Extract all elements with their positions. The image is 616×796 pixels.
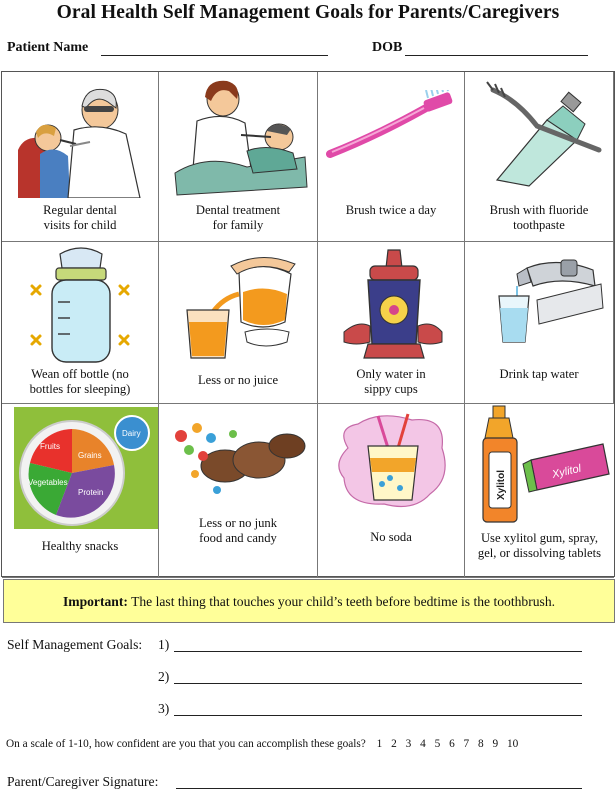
cell-caption-line2: visits for child [43, 218, 117, 232]
patient-name-field[interactable] [101, 55, 328, 56]
dental-treatment-icon [167, 77, 309, 197]
cell-caption-line1: Healthy snacks [41, 539, 119, 553]
cell-caption-line1: Drink tap water [499, 367, 579, 381]
goal-line-3[interactable] [174, 715, 582, 716]
cell-caption-line2: toothpaste [513, 218, 565, 232]
cell-water-sippy [318, 242, 465, 404]
scale-option-2[interactable]: 2 [391, 738, 397, 750]
cell-caption-line2: sippy cups [364, 382, 418, 396]
faucet-glass-icon [477, 256, 607, 346]
baby-bottle-icon [26, 246, 136, 364]
cell-caption-line2: for family [212, 218, 264, 232]
important-label: Important: [62, 594, 128, 609]
cell-caption-line1: No soda [370, 530, 412, 544]
candy-cookies-icon [167, 416, 309, 502]
cell-caption-line1: Use xylitol gum, spray, [480, 531, 599, 545]
myplate-vegetables-label: Vegetables [28, 478, 68, 487]
myplate-fruits-label: Fruits [40, 442, 60, 451]
xylitol-bottle-label: Xylitol [496, 469, 507, 500]
cell-dental-visits [2, 72, 159, 242]
self-management-goals-label: Self Management Goals: [7, 637, 143, 652]
scale-option-10[interactable]: 10 [507, 738, 519, 750]
goals-picture-grid [1, 71, 615, 577]
cell-dental-treatment [159, 72, 318, 242]
signature-line[interactable] [176, 788, 582, 789]
scale-option-5[interactable]: 5 [434, 738, 441, 750]
cell-caption-line1: Regular dental [43, 203, 117, 217]
cell-caption-line1: Less or no junk [198, 516, 277, 530]
cell-tap-water [465, 242, 614, 404]
toothbrush-icon [326, 90, 458, 160]
important-banner [3, 579, 615, 623]
cell-caption-line1: Only water in [356, 367, 426, 381]
cell-wean-bottle [2, 242, 159, 404]
cell-brush-twice [318, 72, 465, 242]
scale-option-4[interactable]: 4 [420, 738, 426, 750]
goal-line-1[interactable] [174, 651, 582, 652]
page-title: Oral Health Self Management Goals for Parents/Caregivers [56, 2, 560, 23]
myplate-grains-label: Grains [78, 451, 102, 460]
sippy-cup-icon [338, 246, 446, 364]
dentist-examining-child-icon [10, 78, 150, 198]
confidence-question: On a scale of 1-10, how confident are you that you can accomplish these goals? [6, 738, 366, 750]
cell-less-juice [159, 242, 318, 404]
myplate-dairy-label: Dairy [122, 429, 141, 438]
toothpaste-tube-icon [477, 80, 605, 190]
scale-option-8[interactable]: 8 [478, 738, 484, 750]
cell-caption-line1: Brush with fluoride [489, 203, 589, 217]
cell-caption-line2: bottles for sleeping) [29, 382, 131, 396]
signature-label: Parent/Caregiver Signature: [7, 774, 159, 789]
goal-line-2[interactable] [174, 683, 582, 684]
cell-less-junk [159, 404, 318, 578]
confidence-scale [6, 738, 518, 750]
myplate-icon [14, 407, 158, 529]
cell-caption-line1: Dental treatment [195, 203, 281, 217]
xylitol-tube-label: Xylitol [550, 462, 583, 481]
cell-caption-line1: Wean off bottle (no [31, 367, 129, 381]
cell-caption-line2: food and candy [199, 531, 277, 545]
cell-caption-line1: Less or no juice [197, 373, 279, 387]
cell-no-soda [318, 404, 465, 578]
goal-number-1: 1) [158, 637, 170, 652]
goal-number-2: 2) [158, 669, 170, 684]
cell-caption-line1: Brush twice a day [345, 203, 437, 217]
myplate-protein-label: Protein [78, 488, 104, 497]
scale-option-7[interactable]: 7 [463, 738, 470, 750]
scale-option-3[interactable]: 3 [405, 738, 412, 750]
goal-number-3: 3) [158, 701, 170, 716]
cell-xylitol [465, 404, 614, 578]
scale-option-6[interactable]: 6 [449, 738, 455, 750]
important-text: The last thing that touches your child’s teeth before bedtime is the toothbrush. [131, 594, 556, 609]
scale-option-1[interactable]: 1 [376, 738, 383, 750]
dob-field[interactable] [405, 55, 588, 56]
cell-healthy-snacks [2, 404, 159, 578]
soda-cup-icon [328, 408, 456, 514]
cell-caption-line2: gel, or dissolving tablets [477, 546, 602, 560]
dob-label: DOB [372, 40, 403, 55]
patient-name-label: Patient Name [7, 40, 89, 55]
xylitol-products-icon [479, 404, 613, 524]
cell-brush-fluoride [465, 72, 614, 242]
scale-option-9[interactable]: 9 [492, 738, 499, 750]
juice-pitcher-icon [169, 246, 309, 362]
